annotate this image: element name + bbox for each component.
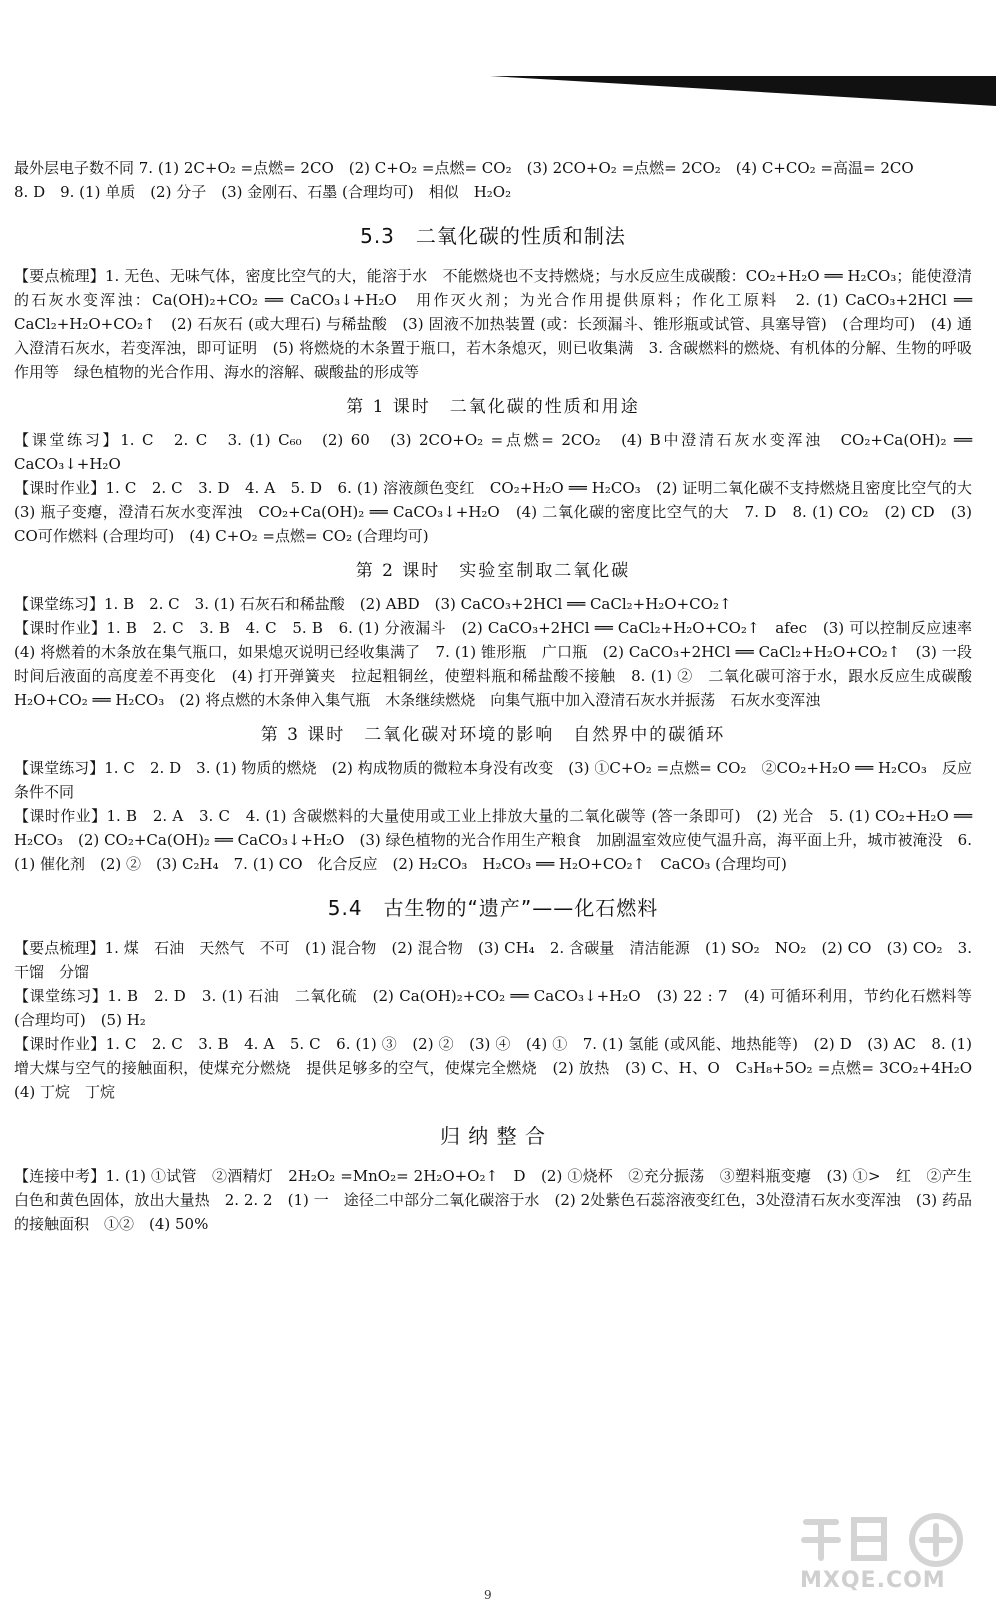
line-continuation: 最外层电子数不同 7. (1) 2C+O₂ =点燃= 2CO (2) C+O₂ =点燃= CO₂ (3) 2CO+O₂ =点燃= 2CO₂ (4) C+CO₂ =高温= 2CO <box>14 159 914 177</box>
header-decorative-bar <box>490 76 996 106</box>
page-number: 9 <box>484 1588 492 1602</box>
class-exercise-l3: 【课堂练习】1. C 2. D 3. (1) 物质的燃烧 (2) 构成物质的微粒本身没有改变 (3) ①C+O₂ =点燃= CO₂ ②CO₂+H₂O ══ H₂CO₃ 反应条件不同 <box>14 759 972 801</box>
class-exercise-5-4: 【课堂练习】1. B 2. D 3. (1) 石油 二氧化硫 (2) Ca(OH)₂+CO₂ ══ CaCO₃↓+H₂O (3) 22 : 7 (4) 可循环利用，节约化石燃料等 (合理均可) (5) H₂ <box>14 987 972 1029</box>
homework-5-4: 【课时作业】1. C 2. C 3. B 4. A 5. C 6. (1) ③ (2) ② (3) ④ (4) ① 7. (1) 氢能 (或风能、地热能等) (2) D (3) AC 8. (1) 增大煤与空气的接触面积，使煤充分燃烧 提供足够多的空气，使煤完全燃烧 (2) 放热 (3) C、H、O C₃H₈+5O₂ =点燃= 3CO₂+4H₂O (4) 丁烷 丁烷 <box>14 1035 988 1101</box>
line-answers-8-9: 8. D 9. (1) 单质 (2) 分子 (3) 金刚石、石墨 (合理均可) 相似 H₂O₂ <box>14 183 512 201</box>
lesson-title-3: 第 3 课时 二氧化碳对环境的影响 自然界中的碳循环 <box>260 725 726 745</box>
lesson-title-2: 第 2 课时 实验室制取二氧化碳 <box>355 561 631 581</box>
answer-content <box>14 156 988 1236</box>
section-title-5-4: 5.4 古生物的“遗产”——化石燃料 <box>327 896 659 920</box>
section-title-5-3: 5.3 二氧化碳的性质和制法 <box>360 224 626 248</box>
homework-l2: 【课时作业】1. B 2. C 3. B 4. C 5. B 6. (1) 分液漏斗 (2) CaCO₃+2HCl ══ CaCl₂+H₂O+CO₂↑ afec (3) 可以控制反应速率 (4) 将燃着的木条放在集气瓶口，如果熄灭说明已经收集满了 7. (1) 锥形瓶 广口瓶 (2) CaCO₃+2HCl ══ CaCl₂+H₂O+CO₂↑ (3) 一段时间后液面的高度差不再变化 (4) 打开弹簧夹 拉起粗铜丝，使塑料瓶和稀盐酸不接触 8. (1) ② 二氧化碳可溶于水，跟水反应生成碳酸 H₂O+CO₂ ══ H₂CO₃ (2) 将点燃的木条伸入集气瓶 木条继续燃烧 向集气瓶中加入澄清石灰水并振荡 石灰水变浑浊 <box>14 619 988 709</box>
section-title-summary: 归 纳 整 合 <box>439 1124 547 1148</box>
homework-l3: 【课时作业】1. B 2. A 3. C 4. (1) 含碳燃料的大量使用或工业上排放大量的二氧化碳等 (答一条即可) (2) 光合 5. (1) CO₂+H₂O ══ H₂CO₃ (2) CO₂+Ca(OH)₂ ══ CaCO₃↓+H₂O (3) 绿色植物的光合作用生产粮食 加剧温室效应使气温升高，海平面上升，城市被淹没 6. (1) 催化剂 (2) ② (3) C₂H₄ 7. (1) CO 化合反应 (2) H₂CO₃ H₂CO₃ ══ H₂O+CO₂↑ CaCO₃ (合理均可) <box>14 807 972 873</box>
key-points-5-4: 【要点梳理】1. 煤 石油 天然气 不可 (1) 混合物 (2) 混合物 (3) CH₄ 2. 含碳量 清洁能源 (1) SO₂ NO₂ (2) CO (3) CO₂ 3. 干馏 分馏 <box>14 939 972 981</box>
exam-link: 【连接中考】1. (1) ①试管 ②酒精灯 2H₂O₂ =MnO₂= 2H₂O+O₂↑ D (2) ①烧杯 ②充分振荡 ③塑料瓶变瘪 (3) ①> 红 ②产生白色和黄色固体，放出大量热 2. 2. 2 (1) 一 途径二中部分二氧化碳溶于水 (2) 2处紫色石蕊溶液变红色，3处澄清石灰水变浑浊 (3) 药品的接触面积 ①② (4) 50% <box>14 1167 972 1233</box>
watermark-text: MXQE.COM <box>800 1568 946 1593</box>
homework-l1: 【课时作业】1. C 2. C 3. D 4. A 5. D 6. (1) 溶液颜色变红 CO₂+H₂O ══ H₂CO₃ (2) 证明二氧化碳不支持燃烧且密度比空气的大 (3) 瓶子变瘪，澄清石灰水变浑浊 CO₂+Ca(OH)₂ ══ CaCO₃↓+H₂O (4) 二氧化碳的密度比空气的大 7. D 8. (1) CO₂ (2) CD (3) CO可作燃料 (合理均可) (4) C+O₂ =点燃= CO₂ (合理均可) <box>14 479 988 545</box>
class-exercise-l2: 【课堂练习】1. B 2. C 3. (1) 石灰石和稀盐酸 (2) ABD (3) CaCO₃+2HCl ══ CaCl₂+H₂O+CO₂↑ <box>14 595 732 613</box>
lesson-title-1: 第 1 课时 二氧化碳的性质和用途 <box>346 397 640 417</box>
class-exercise-l1: 【课堂练习】1. C 2. C 3. (1) C₆₀ (2) 60 (3) 2CO+O₂ =点燃= 2CO₂ (4) B中澄清石灰水变浑浊 CO₂+Ca(OH)₂ ══ CaCO₃↓+H₂O <box>14 431 972 473</box>
key-points-5-3: 【要点梳理】1. 无色、无味气体，密度比空气的大，能溶于水 不能燃烧也不支持燃烧；与水反应生成碳酸：CO₂+H₂O ══ H₂CO₃；能使澄清的石灰水变浑浊：Ca(OH)₂+CO₂ ══ CaCO₃↓+H₂O 用作灭火剂；为光合作用提供原料；作化工原料 2. (1) CaCO₃+2HCl ══ CaCl₂+H₂O+CO₂↑ (2) 石灰石 (或大理石) 与稀盐酸 (3) 固液不加热装置 (或：长颈漏斗、锥形瓶或试管、具塞导管) (合理均可) (4) 通入澄清石灰水，若变浑浊，即可证明 (5) 将燃烧的木条置于瓶口，若木条熄灭，则已收集满 3. 含碳燃料的燃烧、有机体的分解、生物的呼吸作用等 绿色植物的光合作用、海水的溶解、碳酸盐的形成等 <box>14 267 972 381</box>
